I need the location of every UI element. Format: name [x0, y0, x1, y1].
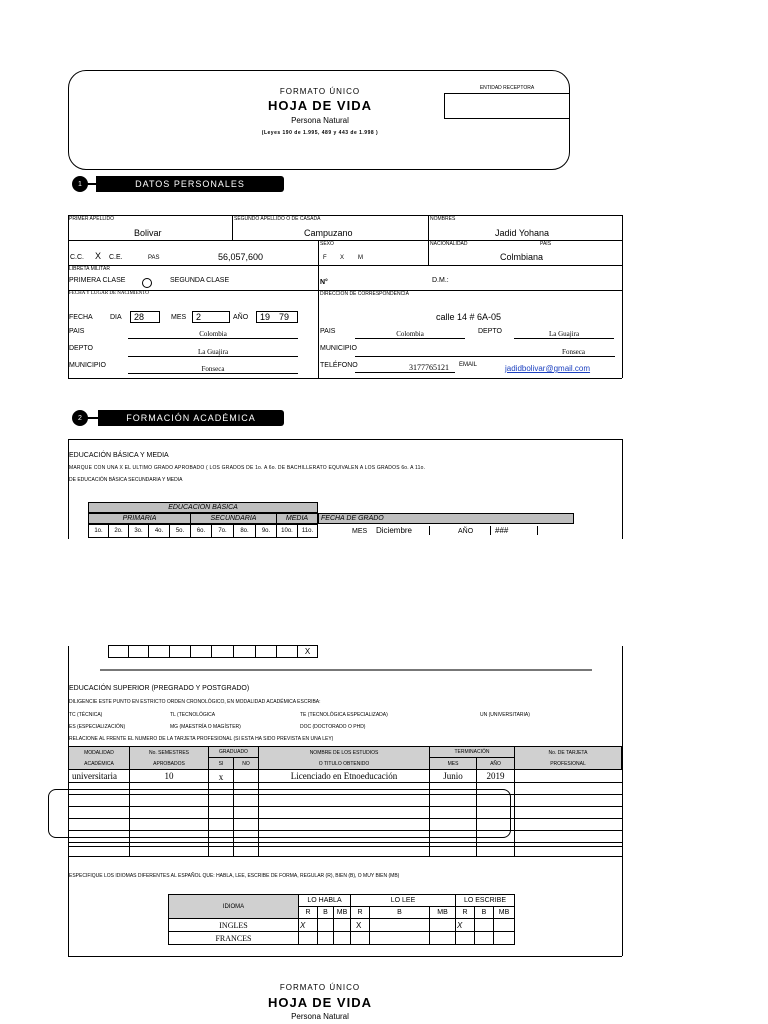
telefono-value[interactable]: 3177765121	[355, 363, 455, 373]
section-connector-1	[86, 183, 96, 185]
idioma-lee-r[interactable]	[350, 931, 370, 945]
municipio-nac-value[interactable]: Fonseca	[128, 365, 298, 374]
h-nombre	[258, 746, 430, 770]
grid-line	[622, 215, 623, 378]
section-connector-2	[86, 417, 98, 419]
grade-mark-cell[interactable]	[276, 645, 298, 658]
primer-apellido-value[interactable]: Bolivar	[134, 228, 162, 238]
pais-small-label: PAÍS	[540, 241, 552, 247]
anio-label: AÑO	[233, 314, 249, 321]
grid-line	[622, 646, 623, 856]
fecha-grado-head: FECHA DE GRADO	[318, 513, 574, 524]
nombres-value[interactable]: Jadid Yohana	[495, 228, 550, 238]
row-modalidad[interactable]: universitaria	[72, 771, 117, 781]
grid-line	[68, 842, 622, 843]
grade-mark-cell[interactable]	[233, 645, 256, 658]
mod-tl: TL (TECNOLÓGICA	[170, 712, 216, 718]
grade-cell[interactable]: 4o.	[148, 524, 170, 538]
dm-label: D.M.:	[432, 277, 449, 284]
fecha-label: FECHA	[69, 314, 93, 321]
h-habla-b: B	[317, 906, 334, 919]
idioma-lee-mb[interactable]	[429, 931, 456, 945]
h-no: NO	[233, 757, 259, 770]
h-escribe-b: B	[474, 906, 494, 919]
idioma-escribe-mb[interactable]	[493, 931, 515, 945]
h-semestres-1: No. SEMESTRES	[148, 749, 189, 756]
anio-field-part1: 19	[260, 312, 271, 322]
media-head: MEDIA	[276, 513, 318, 524]
idioma-escribe-b[interactable]	[474, 931, 494, 945]
telefono-label: TELÉFONO	[320, 362, 358, 369]
grade-cell[interactable]: 8o.	[233, 524, 256, 538]
mes-field[interactable]: 2	[192, 311, 230, 323]
idioma-lee-b[interactable]	[369, 918, 430, 932]
grade-mark-selected[interactable]: X	[297, 645, 318, 658]
h-lo-lee: LO LEE	[350, 894, 456, 907]
grade-mark-cell[interactable]	[169, 645, 191, 658]
grade-mark-cell[interactable]	[108, 645, 129, 658]
grid-line	[232, 215, 233, 240]
grid-line	[68, 215, 622, 216]
grade-cell[interactable]: 3o.	[128, 524, 149, 538]
h-escribe-r: R	[455, 906, 475, 919]
direccion-label: DIRECCIÓN DE CORRESPONDENCIA	[320, 291, 409, 297]
anio-field[interactable]	[256, 311, 298, 323]
h-modalidad-2: ACADÉMICA	[84, 760, 114, 767]
cc-label: C.C.	[70, 254, 84, 261]
footer-subtitle: Persona Natural	[291, 1012, 349, 1021]
entidad-label: ENTIDAD RECEPTORA	[479, 85, 535, 91]
idioma-escribe-r[interactable]	[455, 931, 475, 945]
mod-un: UN (UNIVERSITARIA)	[480, 712, 530, 718]
depto-nac-label: DEPTO	[69, 345, 93, 352]
municipio-corr-label: MUNICIPIO	[320, 345, 357, 352]
row-si[interactable]: x	[218, 772, 224, 782]
row-mes[interactable]: Junio	[443, 771, 463, 781]
basica-instr-1: MARQUE CON UNA X EL ULTIMO GRADO APROBADO ( LOS GRADOS DE 1o. A 6o. DE BACHILLERATO EQUIVALEN A LOS GRADOS 6o. A 11o.	[69, 465, 426, 471]
footer-formato: FORMATO ÚNICO	[279, 983, 361, 992]
h-lee-mb: MB	[429, 906, 456, 919]
depto-corr-value[interactable]: La Guajira	[514, 330, 614, 339]
basica-instr-2: DE EDUCACIÓN BÁSICA SECUNDARIA Y MEDIA	[69, 477, 183, 483]
grid-line	[318, 240, 319, 378]
idioma-escribe-mb[interactable]	[493, 918, 515, 932]
idioma-escribe-b[interactable]	[474, 918, 494, 932]
pais-nac-value[interactable]: Colombia	[128, 330, 298, 339]
section-title-personal: DATOS PERSONALES	[96, 176, 284, 192]
idioma-name[interactable]: FRANCES	[168, 931, 299, 945]
grade-mark-cell[interactable]	[128, 645, 149, 658]
segundo-apellido-label: SEGUNDO APELLIDO O DE CASADA	[234, 216, 321, 222]
primera-clase-label: PRIMERA CLASE	[69, 277, 126, 284]
header-formato: FORMATO ÚNICO	[279, 87, 361, 96]
pais-corr-label: PAIS	[320, 328, 336, 335]
grid-line	[68, 956, 622, 957]
h-habla-mb: MB	[333, 906, 351, 919]
h-anio: AÑO	[476, 757, 515, 770]
grid-line	[622, 439, 623, 539]
segundo-apellido-value[interactable]: Campuzano	[304, 228, 353, 238]
mod-tc: TC (TÉCNICA)	[69, 712, 103, 718]
grade-cell[interactable]: 7o.	[211, 524, 234, 538]
rounded-overlay-box	[48, 789, 511, 838]
idioma-lee-b[interactable]	[369, 931, 430, 945]
depto-nac-value[interactable]: La Guajira	[128, 348, 298, 357]
segunda-clase-label: SEGUNDA CLASE	[170, 277, 230, 284]
h-lee-r: R	[350, 906, 370, 919]
idioma-habla-mb[interactable]	[333, 918, 351, 932]
nacionalidad-value[interactable]: Colmbiana	[500, 252, 544, 262]
municipio-corr-value[interactable]: Fonseca	[355, 348, 615, 357]
grado-mes-label: MES	[352, 528, 368, 535]
fecha-lugar-label: FECHA Y LUGAR DE NACIMIENTO	[69, 291, 149, 296]
row-nombre[interactable]: Licenciado en Etnoeducación	[290, 771, 398, 781]
sexo-mark[interactable]: X	[340, 255, 345, 261]
grade-mark-cell[interactable]	[190, 645, 212, 658]
grid-line	[622, 856, 623, 956]
grid-line	[68, 439, 622, 440]
header-title: HOJA DE VIDA	[268, 98, 372, 113]
row-anio[interactable]: 2019	[486, 771, 505, 781]
ce-label: C.E.	[109, 254, 123, 261]
grado-anio-label: AÑO	[458, 528, 474, 535]
idioma-habla-r[interactable]: X	[298, 918, 318, 932]
basica-table-head: EDUCACIÓN BÁSICA	[88, 502, 318, 513]
direccion-value[interactable]: calle 14 # 6A-05	[436, 312, 502, 322]
h-si: SI	[208, 757, 234, 770]
grid-line	[514, 770, 515, 856]
idioma-habla-b[interactable]	[317, 931, 334, 945]
doc-number[interactable]: 56,057,600	[218, 252, 264, 262]
basica-title: EDUCACIÓN BÁSICA Y MEDIA	[69, 452, 169, 459]
section-divider	[100, 669, 592, 671]
grid-line	[428, 215, 429, 265]
dia-field[interactable]: 28	[130, 311, 160, 323]
section-title-formacion: FORMACIÓN ACADÉMICA	[98, 410, 284, 426]
idioma-habla-mb[interactable]	[333, 931, 351, 945]
h-nombre-1: NOMBRE DE LOS ESTUDIOS	[309, 749, 379, 756]
h-modalidad	[68, 746, 130, 770]
h-lo-escribe: LO ESCRIBE	[455, 894, 515, 907]
email-link[interactable]: jadidbolivar@gmail.com	[505, 364, 591, 373]
municipio-nac-label: MUNICIPIO	[69, 362, 106, 369]
grid-line	[68, 856, 69, 956]
secundaria-head: SECUNDARIA	[190, 513, 277, 524]
depto-corr-label: DEPTO	[478, 328, 502, 335]
h-habla-r: R	[298, 906, 318, 919]
mes-label: MES	[171, 314, 187, 321]
primaria-head: PRIMARIA	[88, 513, 191, 524]
anio-field-part2: 79	[279, 312, 290, 322]
cc-mark[interactable]: X	[95, 251, 102, 261]
grid-line	[68, 782, 622, 783]
section-number-1: 1	[72, 176, 88, 192]
h-modalidad-1: MODALIDAD	[84, 749, 114, 756]
idioma-habla-b[interactable]	[317, 918, 334, 932]
grid-line	[68, 846, 622, 847]
header-law: (Leyes 190 de 1.995, 489 y 443 de 1.998 )	[261, 130, 379, 136]
idiomas-instr: ESPECIFIQUE LOS IDIOMAS DIFERENTES AL ESPAÑOL QUE: HABLA, LEE, ESCRIBE DE FORMA, REGULAR (R), BIEN (B), O MUY BIEN (MB)	[69, 873, 400, 879]
superior-instr-1: DILIGENCIE ESTE PUNTO EN ESTRICTO ORDEN CRONOLÓGICO, EN MODALIDAD ACADÉMICA ESCRIBA:	[69, 699, 321, 705]
h-semestres-2: APROBADOS	[153, 760, 185, 767]
grade-mark-cell[interactable]	[255, 645, 277, 658]
grade-cell[interactable]: 10o.	[276, 524, 298, 538]
dia-label: DIA	[110, 314, 122, 321]
h-mes: MES	[429, 757, 477, 770]
grade-mark-cell[interactable]	[211, 645, 234, 658]
superior-title: EDUCACIÓN SUPERIOR (PREGRADO Y POSTGRADO)	[69, 685, 250, 692]
numero-label: N°	[320, 279, 328, 286]
grade-cell[interactable]: 9o.	[255, 524, 277, 538]
sexo-f: F	[323, 255, 327, 261]
h-tarjeta-1: No. DE TARJETA	[548, 749, 588, 756]
grid-line	[68, 240, 622, 241]
grado-anio-value[interactable]: ###	[490, 526, 538, 535]
grid-line	[68, 215, 69, 378]
grid-line	[68, 265, 622, 266]
pais-nac-label: PAIS	[69, 328, 85, 335]
h-lee-b: B	[369, 906, 430, 919]
pais-corr-value[interactable]: Colombia	[355, 330, 465, 339]
grade-cell[interactable]: 5o.	[169, 524, 191, 538]
primer-apellido-label: PRIMER APELLIDO	[69, 216, 115, 222]
h-semestres	[129, 746, 209, 770]
h-tarjeta	[514, 746, 622, 770]
h-lo-habla: LO HABLA	[298, 894, 351, 907]
h-graduado: GRADUADO	[208, 746, 259, 758]
grade-mark-cell[interactable]	[148, 645, 170, 658]
nacionalidad-label: NACIONALIDAD	[430, 241, 468, 247]
idioma-lee-r[interactable]: X	[350, 918, 370, 932]
mod-doc: DOC (DOCTORADO O PHD)	[300, 724, 366, 730]
idioma-habla-r[interactable]	[298, 931, 318, 945]
grade-cell[interactable]: 1o.	[88, 524, 109, 538]
footer-title: HOJA DE VIDA	[268, 995, 372, 1010]
superior-instr-2: RELACIONE AL FRENTE EL NUMERO DE LA TARJETA PROFESIONAL (SI ESTA HA SIDO PREVISTA EN UNA LEY)	[69, 736, 334, 742]
entidad-box[interactable]	[444, 93, 570, 119]
pas-label: PAS	[148, 255, 160, 261]
row-semestres[interactable]: 10	[164, 771, 174, 781]
h-idioma: IDIOMA	[168, 894, 299, 919]
mod-es: ES (ESPECIALIZACIÓN)	[69, 724, 126, 730]
h-tarjeta-2: PROFESIONAL	[550, 760, 586, 767]
sexo-label: SEXO	[320, 241, 334, 247]
section-number-2: 2	[72, 410, 88, 426]
idioma-escribe-r[interactable]: X	[455, 918, 475, 932]
mod-te: TE (TECNOLÓGICA ESPECIALIZADA)	[300, 712, 388, 718]
email-label: EMAIL	[459, 362, 478, 368]
libreta-label: LIBRETA MILITAR	[69, 266, 110, 272]
h-nombre-2: O TITULO OBTENIDO	[318, 760, 370, 767]
idioma-lee-mb[interactable]	[429, 918, 456, 932]
sexo-m: M	[358, 255, 363, 261]
mod-mg: MG (MAESTRÍA O MAGÍSTER)	[170, 724, 241, 730]
grid-line	[68, 378, 622, 379]
grid-line	[68, 856, 622, 857]
h-terminacion: TERMINACIÓN	[429, 746, 515, 758]
header-subtitle: Persona Natural	[291, 116, 349, 125]
idioma-name[interactable]: INGLES	[168, 918, 299, 932]
h-escribe-mb: MB	[493, 906, 515, 919]
primera-clase-radio[interactable]	[142, 278, 152, 288]
grade-cell[interactable]: 6o.	[190, 524, 212, 538]
grade-cell[interactable]: 2o.	[108, 524, 129, 538]
nombres-label: NOMBRES	[430, 216, 456, 222]
grade-cell[interactable]: 11o.	[297, 524, 318, 538]
grado-mes-value[interactable]: Diciembre	[372, 526, 430, 535]
